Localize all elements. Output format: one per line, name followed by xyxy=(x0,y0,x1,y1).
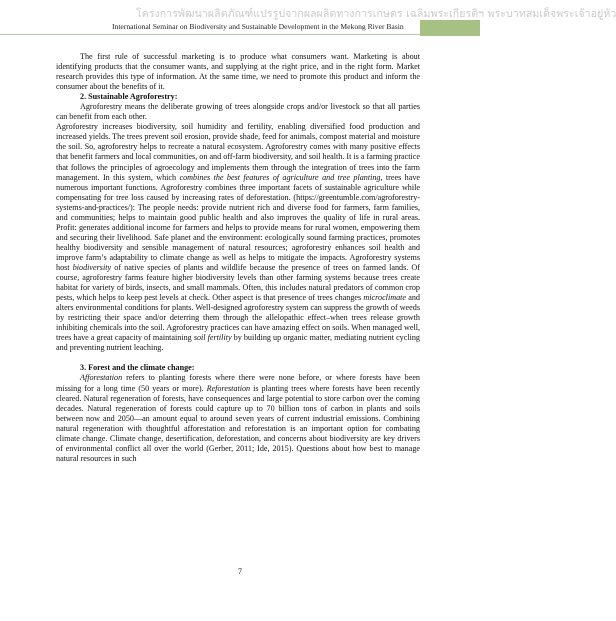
emphasis-text: microclimate xyxy=(363,293,406,303)
section-heading-agroforestry: 2. Sustainable Agroforestry: xyxy=(80,92,178,102)
text-run: and alters environmental conditions for plants. Well-designed agroforestry system can suppress the growth of weeds by restricting their space and/or deterring them through the allelopathic effect–when trees release growth inhibiting chemicals into the soil. Agroforestry practices can have amazing effect on soils. When managed well, trees have a great capacity of maintaining xyxy=(56,293,420,343)
emphasis-text: biodiversity xyxy=(72,262,112,272)
section-gap xyxy=(56,353,420,363)
emphasis-text: Reforestation xyxy=(206,383,251,393)
text-run: by building up organic matter, mediating nutrient cycling and preventing nutrient leaching. xyxy=(56,333,420,353)
header-rule xyxy=(0,34,420,35)
paragraph-marketing: The first rule of successful marketing is to produce what consumers want. Marketing is about identifying products that the consumer wants, and supplying at the right price, and in the right form. Market research provides this type of information. At the same time, we need to promote this product and inform the consumer about the benefits of it. xyxy=(56,52,420,92)
emphasis-text: soil fertility xyxy=(193,333,232,343)
emphasis-text: Afforestation xyxy=(80,373,123,383)
paragraph-forest-climate xyxy=(56,373,420,463)
page-header xyxy=(0,0,616,40)
page-number: 7 xyxy=(238,567,242,576)
text-run: of native species of plants and wildlife because the presence of trees on farmed lands. Of course, agroforestry farms feature higher biodiversity levels than other farming systems because trees create habitat for variety of birds, insects, and small mammals. Often, this includes natural predators of common crop pests, which helps to keep pest levels at check. Other aspect is that presence of trees changes xyxy=(56,262,421,303)
header-color-tab xyxy=(420,20,480,36)
paragraph-agroforestry-definition: Agroforestry means the deliberate growing of trees alongside crops and/or livestock so that all parties can benefit from each other. xyxy=(56,102,420,122)
emphasis-text: combines the best features of agriculture and tree planting xyxy=(179,172,381,182)
text-run: Agroforestry increases biodiversity, soil humidity and fertility, enabling diversified food production and increased yields. The trees prevent soil erosion, provide shade, feed for animals, compost material and moisture the soil. So, agroforestry helps to recreate a natural ecosystem. Agroforestry comes with many positive effects that benefit farmers and local communities, on and off-farm biodiversity, and soil health. It is a farming practice that follows the principles of agroecology and implements them through the integration of trees into the farm management. In this system, which xyxy=(56,122,420,182)
seminar-title: International Seminar on Biodiversity and Sustainable Development in the Mekong River Basin xyxy=(112,22,404,31)
text-run: refers to planting forests where there were none before, or where forests have been missing for a long time (50 years or more). xyxy=(56,373,420,393)
paragraph-agroforestry-benefits xyxy=(56,122,420,353)
text-run: , trees have numerous important functions. Agroforestry combines three important facets of sustainable agriculture while compensating for tree loss caused by increasing rates of deforestation. (https://greentumble.com/agroforestry-systems-and-practices/): The people needs: provide nutrient rich and diverse food for farmers, farm families, and communities; helps to maintain good public health and also improves the quality of life in rural areas. Profit: generates additional income for farmers and helps to provide means for rural women, empowering them and securing their livelihood. Safe planet and the environment: ecologically sound farming practices, promotes healthy biodiversity and sensible management of natural resources; agroforestry enhances soil health and improve farm’s adaptability to climate change as well as helps to mitigate the impacts. Agroforestry systems host xyxy=(56,172,420,272)
body-text xyxy=(56,52,420,464)
section-heading-forest-climate: 3. Forest and the climate change: xyxy=(80,363,195,373)
text-run: is planting trees where forests have been recently cleared. Natural regeneration of forests, have consequences and large potential to store carbon over the coming decades. Natural regeneration of forests could capture up to 70 billion tons of carbon in plants and soils between now and 2050—an amount equal to around seven years of current industrial emissions. Combining natural regeneration with thoughtful afforestation and reforestation is an important option for combating climate change. Climate change, desertification, deforestation, and concerns about biodiversity are key drivers of environmental conflict all over the world (Gerber, 2011; Ide, 2015). Questions about how best to manage natural resources in such xyxy=(56,383,420,463)
thai-project-title: โครงการพัฒนาผลิตภัณฑ์แปรรูปจากผลผลิตทางการเกษตร เฉลิมพระเกียรติฯ พระบาทสมเด็จพระเจ้าอยู่หัว xyxy=(136,8,616,20)
